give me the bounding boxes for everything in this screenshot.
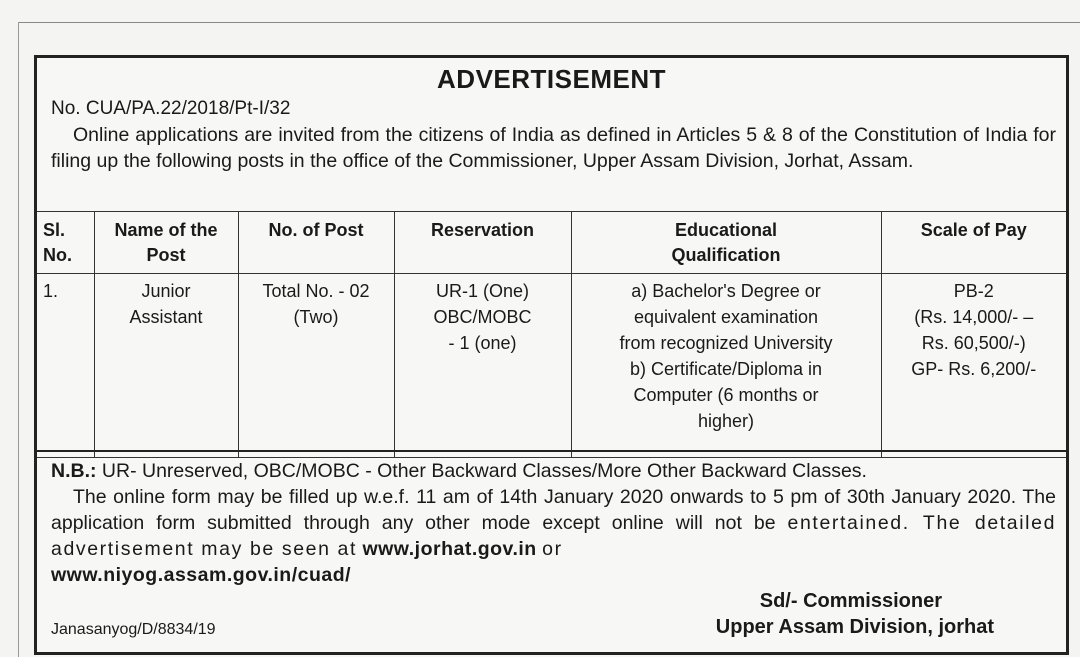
notice-text-1: The online form may be filled up w.e.f. 11 am of 14th January 2020 onwards to 5 pm of 30th January 2020. The application form submitted through any other mode except online will not be [51,486,1056,534]
header-sl: Sl. No. [37,212,94,274]
intro-text: Online applications are invited from the citizens of India as defined in Articles 5 & 8 of the Constitution of India for filing up the following posts in the office of the Commissioner, Upper Assam Division, Jorhat, Assam. [51,124,1056,172]
notes-section [37,450,1066,586]
cell-post-name: Junior Assistant [94,274,238,458]
signature-line-1: Sd/- Commissioner [759,590,942,612]
advertisement-box [34,55,1069,655]
signature-line-2: Upper Assam Division, jorhat [715,616,994,638]
header-qualification: Educational Qualification [571,212,881,274]
nb-line [51,458,1056,484]
header-pay: Scale of Pay [881,212,1066,274]
cell-no-of-post: Total No. - 02 (Two) [238,274,394,458]
jorhat-link[interactable]: www.jorhat.gov.in [362,538,537,560]
table-row [37,274,1066,458]
header-reservation: Reservation [394,212,571,274]
nb-text: UR- Unreserved, OBC/MOBC - Other Backward Classes/More Other Backward Classes. [96,460,867,482]
nb-label: N.B.: [51,460,97,482]
page-left-rule [18,22,19,657]
header-name: Name of the Post [94,212,238,274]
cell-reservation: UR-1 (One) OBC/MOBC - 1 (one) [394,274,571,458]
janasanyog-code: Janasanyog/D/8834/19 [51,621,216,638]
posts-table [37,211,1066,458]
notice-paragraph [51,484,1056,588]
cell-scale-of-pay: PB-2 (Rs. 14,000/- – Rs. 60,500/-) GP- Rs. 6,200/- [881,274,1066,458]
notice-text-2: entertained. The detailed advertisement may be seen at [51,512,1057,560]
intro-paragraph [51,122,1056,174]
table-header-row [37,212,1066,274]
page-top-rule [18,22,1080,23]
niyog-link[interactable]: www.niyog.assam.gov.in/cuad/ [51,564,352,586]
cell-sl: 1. [37,274,94,458]
header-posts: No. of Post [238,212,394,274]
advertisement-title: ADVERTISEMENT [437,64,666,94]
cell-qualification: a) Bachelor's Degree or equivalent examination from recognized University b) Certificate/Diploma in Computer (6 months or higher) [571,274,881,458]
notice-or: or [542,538,563,560]
reference-number: No. CUA/PA.22/2018/Pt-I/32 [51,98,291,119]
